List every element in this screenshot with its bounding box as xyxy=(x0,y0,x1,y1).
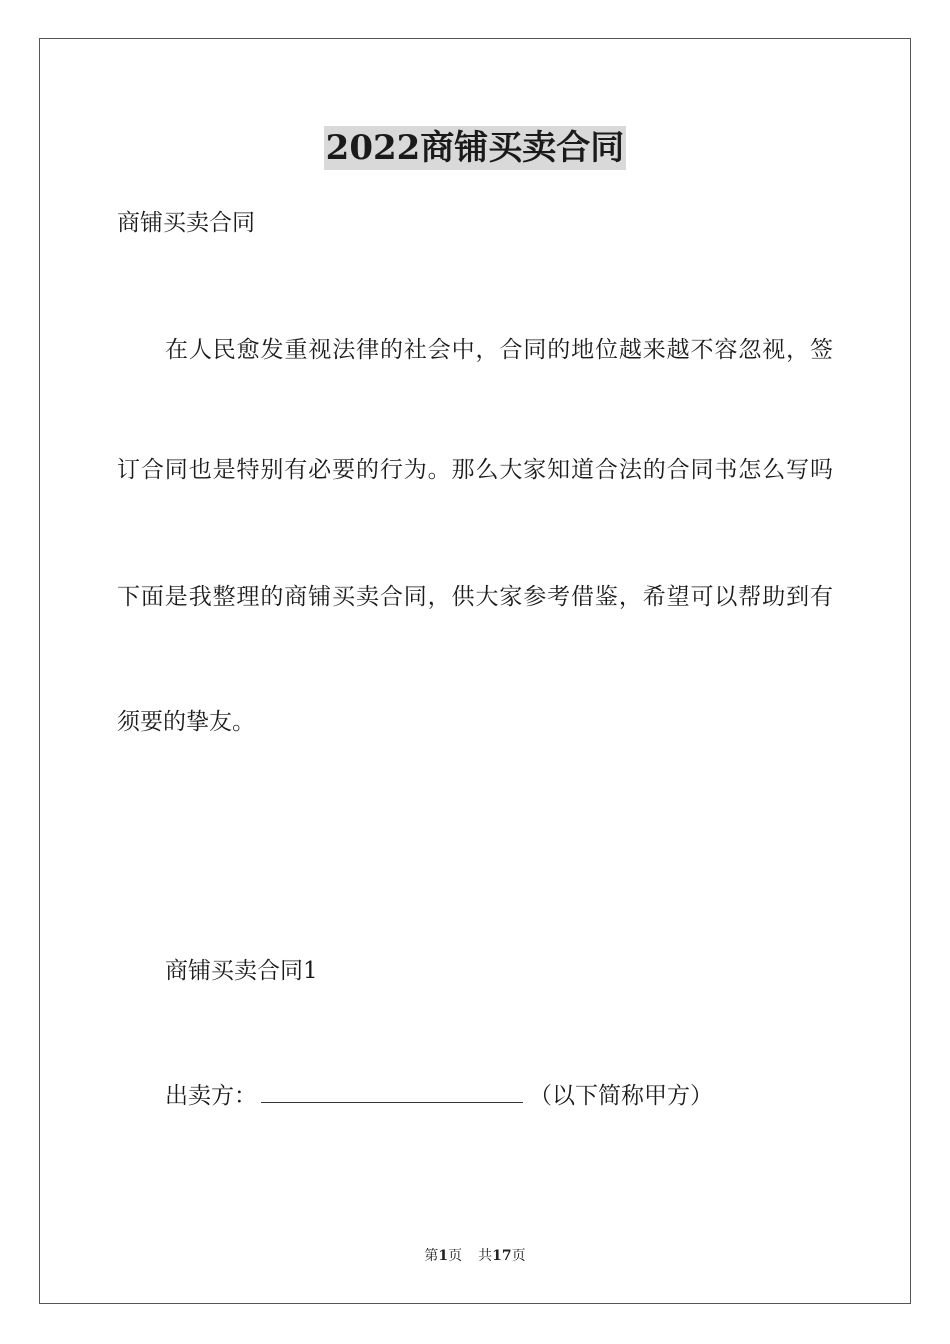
footer-page-total: 17 xyxy=(492,1248,512,1264)
seller-note: （以下简称甲方） xyxy=(529,1083,713,1109)
intro-line-1: 在人民愈发重视法律的社会中，合同的地位越来越不容忽视，签 xyxy=(165,337,833,363)
seller-label: 出卖方： xyxy=(165,1083,257,1109)
footer-page-current: 1 xyxy=(438,1248,449,1264)
document-subtitle: 商铺买卖合同 xyxy=(117,210,255,236)
seller-row xyxy=(165,1081,713,1111)
footer-total-suffix: 页 xyxy=(511,1248,526,1264)
footer-page-suffix: 页 xyxy=(448,1248,463,1264)
intro-line-2: 订合同也是特别有必要的行为。那么大家知道合法的合同书怎么写吗 xyxy=(117,457,833,483)
section-heading: 商铺买卖合同1 xyxy=(165,958,318,984)
seller-blank-line[interactable] xyxy=(261,1101,523,1103)
intro-line-3: 下面是我整理的商铺买卖合同，供大家参考借鉴，希望可以帮助到有 xyxy=(117,584,833,610)
title-container xyxy=(0,126,950,170)
footer-total-prefix: 共 xyxy=(478,1248,493,1264)
document-title: 2022商铺买卖合同 xyxy=(325,128,625,168)
page-footer xyxy=(0,1247,950,1265)
footer-page-prefix: 第 xyxy=(424,1248,439,1264)
intro-line-4: 须要的挚友。 xyxy=(117,709,255,735)
